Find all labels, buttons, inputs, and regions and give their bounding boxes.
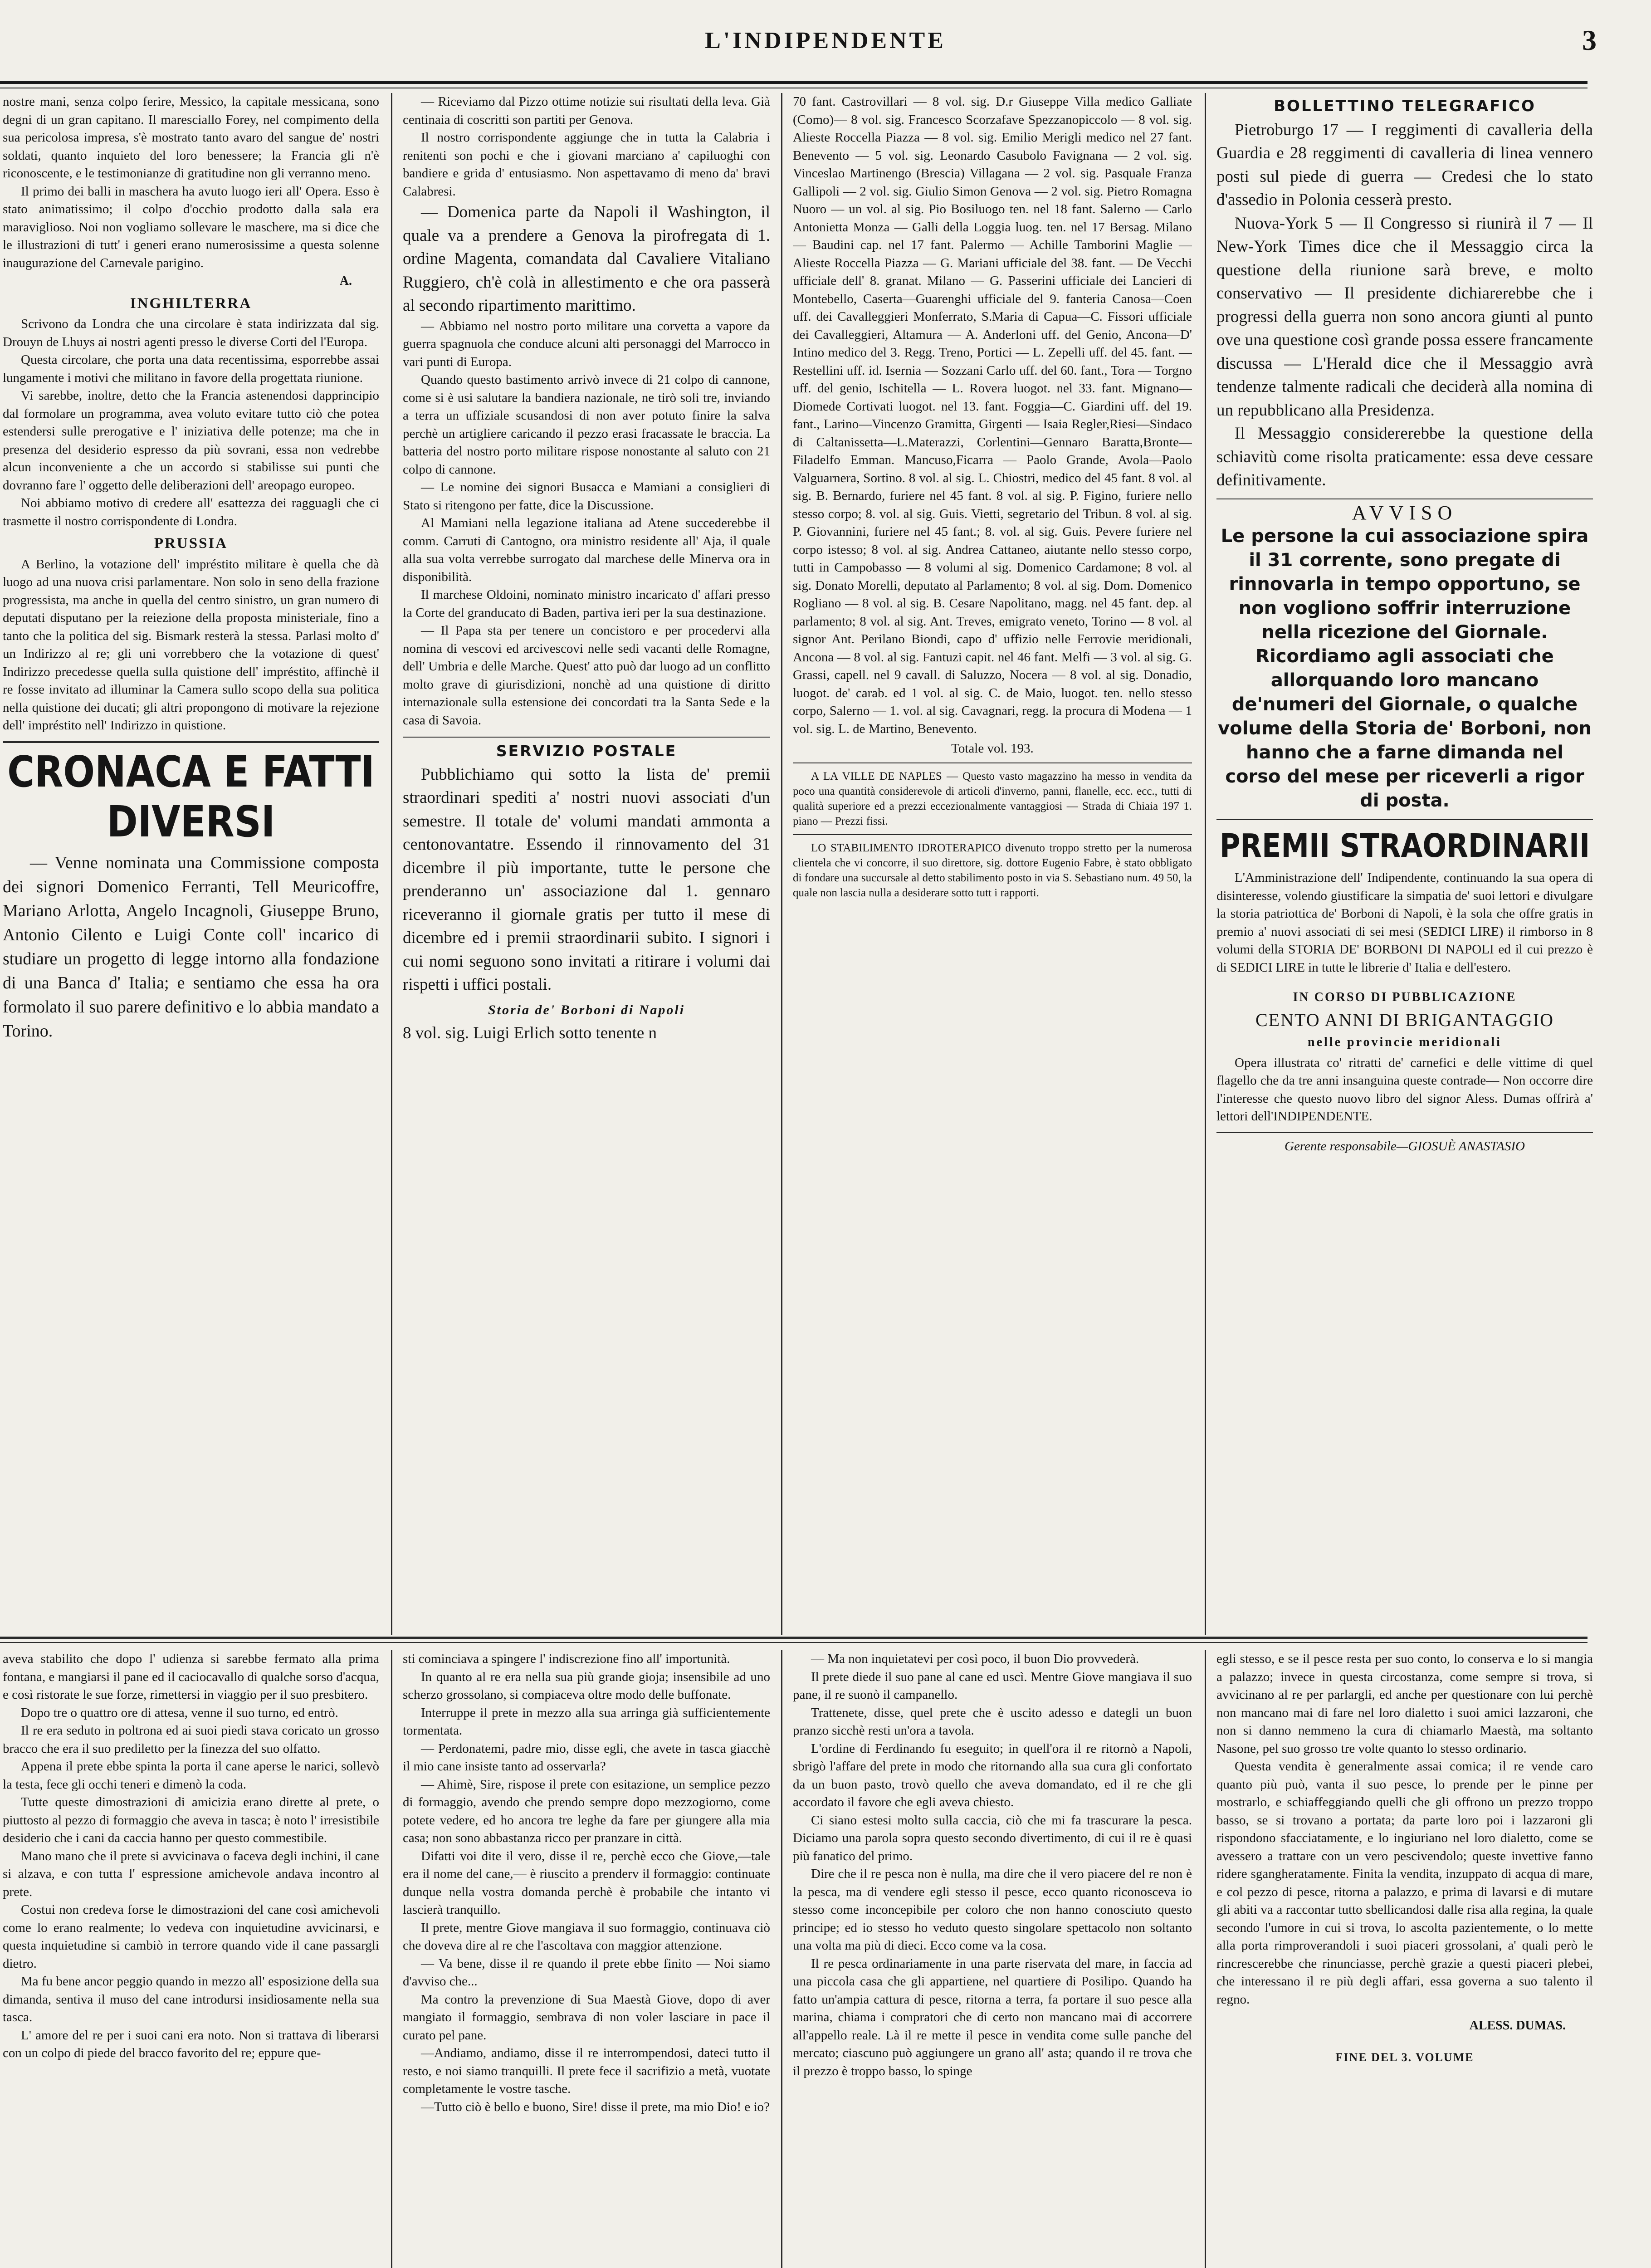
feuilleton-column-4	[1216, 1650, 1593, 2268]
feuilleton-rule-thin	[0, 1642, 1588, 1643]
article-paragraph: Il marchese Oldoini, nominato ministro incaricato d' affari presso la Corte del granducato di Baden, partiva ieri per la sua destinazione.	[403, 587, 770, 620]
story-paragraph: Appena il prete ebbe spinta la porta il cane aperse le narici, sollevò la testa, fece gli occhi teneri e dimenò la coda.	[3, 1759, 379, 1792]
story-paragraph: Il re era seduto in poltrona ed ai suoi piedi stava coricato un grosso bracco che era il suo prediletto per la finezza del suo olfatto.	[3, 1723, 379, 1756]
feuilleton-column-2	[403, 1650, 770, 2268]
article-paragraph: Il nostro corrispondente aggiunge che in tutta la Calabria i renitenti son pochi e che i giovani marciano a' capiluoghi con bandiere e grida d' entusiasmo. Non aspettavamo di meno da' bravi Calabresi.	[403, 130, 770, 199]
article-paragraph: Quando questo bastimento arrivò invece di 21 colpo di cannone, come si è usi salutare la bandiera nazionale, ne tirò soli tre, inviando a terra un uffiziale scusandosi di non aver potuto finire la salva perchè un artigliere caricando il pezzo erasi fracassate le braccia. La batteria del nostro porto militare rispose nonostante al saluto con 21 colpo di cannone.	[403, 372, 770, 477]
masthead	[0, 22, 1651, 58]
article-paragraph: — Le nomine dei signori Busacca e Mamiani a consiglieri di Stato si ritengono per fatte, dice la Discussione.	[403, 480, 770, 513]
article-paragraph: L'Amministrazione dell' Indipendente, continuando la sua opera di disinteresse, volendo giustificare la simpatia de' suoi lettori e divulgare la storia patriottica de' Borboni di Napoli, è la sola che offre gratis in premio a' nuovi associati di sei mesi (SEDICI LIRE) il rimborso in 8 volumi della STORIA DE' BORBONI DI NAPOLI ed il cui prezzo è di SEDICI LIRE in tutte le librerie d' Italia e dell'estero.	[1216, 870, 1593, 975]
cronaca-body	[3, 851, 379, 1043]
story-paragraph: — Ahimè, Sire, rispose il prete con esitazione, un semplice pezzo di formaggio, avendo che prendo sempre dopo mezzogiorno, come potete vedere, ed ho ancora tre leghe da fare per giungere alla mia casa; non sono abbastanza ricco per pranzare in città.	[403, 1777, 770, 1845]
section-heading-bollettino: BOLLETTINO TELEGRAFICO	[1274, 97, 1536, 115]
story-paragraph: In quanto al re era nella sua più grande gioja; insensibile ad uno scherzo grossolano, si compiaceva oltre modo delle buffonate.	[403, 1669, 770, 1702]
column-rule	[391, 1650, 392, 2268]
advertisement-idroterapico: LO STABILIMENTO IDROTERAPICO divenuto troppo stretto per la numerosa clientela che vi concorre, il suo direttore, sig. dottore Eugenio Fabre, è stato obbligato di fondare una succursale al detto stabilimento posto in via S. Sebastiano num. 49 50, la quale non lascia nulla a desiderare sotto tutt i rapporti.	[793, 841, 1192, 899]
story-paragraph: aveva stabilito che dopo l' udienza si sarebbe fermato alla prima fontana, e mangiarsi il pane ed il caciocavallo di qualche sorso d'acqua, e così ristorate le sue forze, rimettersi in viaggio per il suo presbitero.	[3, 1652, 379, 1702]
article-signature: A.	[339, 274, 352, 288]
story-paragraph: sti cominciava a spingere l' indiscrezione fino all' importunità.	[403, 1652, 730, 1666]
story-paragraph: — Ma non inquietatevi per così poco, il buon Dio provvederà.	[811, 1652, 1139, 1666]
story-paragraph: Interruppe il prete in mezzo alla sua arringa già sufficientemente tormentata.	[403, 1705, 770, 1738]
story-paragraph: Ma fu bene ancor peggio quando in mezzo all' esposizione della sua dimanda, sentiva il muso del cane introdursi insidiosamente nella sua tasca.	[3, 1974, 379, 2024]
article-paragraph: nostre mani, senza colpo ferire, Messico, la capitale messicana, sono degni di un gran capitano. Il maresciallo Forey, nel compimento della sua pericolosa impresa, s'è mostrato tanto avaro del sangue de' nostri soldati, quanto inquieto del loro benessere; la Francia gli n'è riconoscente, e le testimonianze di gratitudine non gli verranno meno.	[3, 94, 379, 181]
telegram-item: Nuova-York 5 — Il Congresso si riunirà il 7 — Il New-York Times dice che il Messaggio circa la questione della riunione sarà breve, e molto conservativo — Il presidente dichiarerebbe che i progressi della guerra non sono ancora giunti al punto ove una questione così grande possa essere francamente discussa — L'Herald dice che il Messaggio avrà tendenze talmente radicali che deciderà alla nomina di un repubblicano alla Presidenza.	[1216, 214, 1593, 420]
story-paragraph: Questa vendita è generalmente assai comica; il re vende caro quanto più può, vanta il suo pesce, lo prende per le pinne per mostrarlo, e schiaffeggiando quelli che gli offrono un prezzo troppo basso, se si trovano a portata; da parte loro poi i lazzaroni gli rispondono sfacciatamente, e lo ingiuriano nel loro dialetto, come se avessero a trattare con un vero pescivendolo; queste invettive fanno ridere sgangheratamente. Finita la vendita, inzuppato di acqua di mare, e col pezzo di pesce, ritorna a palazzo, e prima di lavarsi e di mutare gli abiti va a raccontar tutto sbellicandosi dalle risa alla regina, la quale secondo l'umore in cui si trova, lo ascolta pazientemente, o lo mette alla porta rimproverandoli i suoi piaceri grossolani, a' quali però le rincrescerebbe che rinunciasse, perchè grazie a questi piaceri plebei, che interessano il re più degli affari, essa governa a suo talento il regno.	[1216, 1759, 1593, 2007]
feuilleton-rule	[0, 1637, 1588, 1639]
article-paragraph: A Berlino, la votazione dell' impréstito militare è quella che dà luogo ad una nuova crisi parlamentare. Non solo in seno della frazione progressista, ma anche in quella del centro sinistro, un gran numero di deputati disputano per la reiezione della proposta ministeriale, fino a tanto che la politica del sig. Bismark resterà la stessa. Parlasi molto d' un Indirizzo al re; gli uni vorrebbero che la votazione di quest' Indirizzo precedesse quella sulla quistione dell' impréstito, affinchè il re fosse invitato ad illuminar la Camera sullo scopo della sua politica nella quistione dei ducati; gli altri propongono di motivare la rejezione dell' impréstito nell' Indirizzo in quistione.	[3, 557, 379, 733]
section-heading-prussia: PRUSSIA	[154, 535, 228, 552]
section-divider	[403, 737, 770, 738]
story-paragraph: L'ordine di Ferdinando fu eseguito; in quell'ora il re ritornò a Napoli, sbrigò l'affare del prete in modo che ritornando alla sua cura gli confortato da un buon pasto, trovò quello che aveva domandato, ed il re che gli accordato il favore che egli aveva chiesto.	[793, 1741, 1192, 1809]
section-heading-inghilterra: INGHILTERRA	[130, 295, 252, 312]
story-paragraph: Difatti voi dite il vero, disse il re, perchè ecco che Giove,—tale era il nome del cane,— è riuscito a prenderv il formaggio: continuate dunque nella vostra domanda perchè è probabile che intanto vi lascierà tranquillo.	[403, 1848, 770, 1917]
column-4	[1216, 93, 1593, 1635]
story-paragraph: —Andiamo, andiamo, disse il re interrompendosi, dateci tutto il resto, e noi siamo tranquilli. Il prete fece il sacrifizio a metà, vuotate completamente le vostre tasche.	[403, 2046, 770, 2096]
newspaper-title: L'INDIPENDENTE	[705, 28, 946, 54]
story-paragraph: L' amore del re per i suoi cani era noto. Non si trattava di liberarsi con un colpo di piede del bracco favorito del re; eppure que-	[3, 2028, 379, 2060]
column-1	[3, 93, 379, 1635]
header-rule	[0, 81, 1588, 84]
story-paragraph: Costui non credeva forse le dimostrazioni del cane così amichevoli come lo erano realmente; lo vedeva con inquietudine avvicinarsi, e questa inquietudine si cambiò in terrore quando vide il cane passargli dietro.	[3, 1902, 379, 1971]
section-divider	[1216, 1132, 1593, 1133]
article-paragraph: — Abbiamo nel nostro porto militare una corvetta a vapore da guerra spagnuola che conduce alcuni alti personaggi del Marrocco in vari punti di Europa.	[403, 318, 770, 369]
premii-heading: PREMII STRAORDINARII	[1219, 826, 1590, 865]
author-signature: ALESS. DUMAS.	[1469, 2019, 1566, 2033]
column-rule	[781, 1650, 782, 2268]
article-paragraph: Noi abbiamo motivo di credere all' esattezza dei ragguagli che ci trasmette il nostro corrispondente di Londra.	[3, 496, 379, 528]
story-paragraph: Il re pesca ordinariamente in una parte riservata del mare, in faccia ad una piccola casa che gli appartiene, nel quartiere di Posilipo. Quando ha fatto un'ampia cattura di pesce, ritorna a terra, fa portare il suo pesce alla marina, chiama i compratori che di certo non mancano mai di accorrere all'appello reale. Là il re mette il pesce in vendita come sulle panche del mercato; ciascuno può aggiungere un grano all' asta; quando il re trova che il prezzo è troppo basso, lo spinge	[793, 1956, 1192, 2078]
story-paragraph: egli stesso, e se il pesce resta per suo conto, lo conserva e lo si mangia a palazzo; invece in questa circostanza, come sempre si trova, si avvicinano al re per parlargli, ed anche per questionare con lui perchè non mancano mai di fare nel loro dialetto i suoi amici lazzaroni, che non si danno nemmeno la cura di chiamarlo Maestà, ma soltanto Nasone, pel suo grosso tre volte quanto lo stesso ordinario.	[1216, 1652, 1593, 1756]
article-paragraph: Pubblichiamo qui sotto la lista de' premii straordinari spediti a' nostri nuovi associati d'un semestre. Il totale de' volumi mandati ammonta a centonovantatre. Essendo il rinnovamento del 31 dicembre il più importante, tutte le persone che prenderanno un' associazione dal 1. gennaro riceveranno il giornale gratis per tutto il mese di dicembre ed i premii straordinarii subito. I signori i cui nomi seguono sono invitati a ritirare i volumi dai rispetti i uffici postali.	[403, 765, 770, 994]
story-paragraph: Dire che il re pesca non è nulla, ma dire che il vero piacere del re non è la pesca, ma di vendere egli stesso il pesce, ecco quanto riconosceva io stesso come inconcepibile per coloro che non hanno conosciuto questo principe; ed io stesso ho veduto questo singolare spettacolo non soltanto una volta ma più di dieci. Ecco come va la cosa.	[793, 1867, 1192, 1953]
article-paragraph: Vi sarebbe, inoltre, detto che la Francia astenendosi dapprincipio dal formolare un programma, avea voluto evitare tutto ciò che potea estendersi sulle prerogative e l' iniziativa delle potenze; ma che in presenza del desiderio espresso da più sovrani, essa non vedrebbe alcun inconveniente a che un accordo si stabilisse sui punti che dovranno fare l' oggetto delle deliberazioni dell' areopago europeo.	[3, 388, 379, 493]
article-paragraph: — Riceviamo dal Pizzo ottime notizie sui risultati della leva. Già centinaia di coscritti son partiti per Genova.	[403, 94, 770, 127]
story-paragraph: Ma contro la prevenzione di Sua Maestà Giove, dopo di aver mangiato il formaggio, sembrava di non voler lasciare in pace il curato pel pane.	[403, 1992, 770, 2043]
article-paragraph: — Il Papa sta per tenere un concistoro e per procedervi alla nomina di vescovi ed arcivescovi nelle sedi vacanti delle Romagne, dell' Umbria e delle Marche. Quest' atto può dar luogo ad un conflitto molto grave di giurisdizioni, nonchè ad una quistione di diritto internazionale sulla estensione dei concordati tra la Santa Sede e la casa di Savoia.	[403, 623, 770, 728]
story-paragraph: Tutte queste dimostrazioni di amicizia erano dirette al prete, o piuttosto al pezzo di formaggio che aveva in tasca; è noto l' irresistibile desiderio che i cani da caccia hanno per questo commestibile.	[3, 1795, 379, 1845]
telegram-item: Pietroburgo 17 — I reggimenti di cavalleria della Guardia e 28 reggimenti di cavalleria di linea vennero posti sul piede di guerra — Credesi che lo stato d'assedio in Polonia cesserà presto.	[1216, 120, 1593, 209]
column-2	[403, 93, 770, 1635]
section-divider	[1216, 819, 1593, 820]
section-divider	[3, 741, 379, 743]
feuilleton-column-1	[3, 1650, 379, 2268]
column-rule	[781, 93, 782, 1635]
book-title-cento-anni: CENTO ANNI DI BRIGANTAGGIO	[1255, 1009, 1554, 1030]
section-heading-avviso: AVVISO	[1352, 501, 1458, 524]
prize-total: Totale vol. 193.	[951, 741, 1034, 756]
telegram-item: Il Messaggio considererebbe la questione della schiavitù come risolta praticamente: essa deve cessare definitivamente.	[1216, 424, 1593, 489]
story-paragraph: Mano mano che il prete si avvicinava o faceva degli inchini, il cane si alzava, e con tutta l' espressione amichevole andava incontro al prete.	[3, 1848, 379, 1899]
column-rule	[391, 93, 392, 1635]
feuilleton-column-3	[793, 1650, 1192, 2268]
story-paragraph: — Va bene, disse il re quando il prete ebbe finito — Noi siamo d'avviso che...	[403, 1956, 770, 1989]
story-paragraph: Il prete diede il suo pane al cane ed uscì. Mentre Giove mangiava il suo pane, il re suonò il campanello.	[793, 1669, 1192, 1702]
end-of-volume-note: FINE DEL 3. VOLUME	[1335, 2050, 1474, 2064]
story-paragraph: Dopo tre o quattro ore di attesa, venne il suo turno, ed entrò.	[21, 1705, 338, 1720]
column-rule	[1205, 1650, 1206, 2268]
story-paragraph: —Tutto ciò è bello e buono, Sire! disse il prete, ma mio Dio! e io?	[421, 2099, 770, 2114]
article-paragraph: — Venne nominata una Commissione composta dei signori Domenico Ferranti, Tell Meuricoffre, Mariano Arlotta, Angelo Incagnoli, Giuseppe Bruno, Antonio Cilento e Luigi Conte coll' incarico di studiare un progetto di legge intorno alla fondazione di una Banca d' Italia; e sentiamo che essa ha ora formolato il suo parere definitivo e lo abbia mandato a Torino.	[3, 853, 379, 1041]
gerente-line: Gerente responsabile—GIOSUÈ ANASTASIO	[1285, 1139, 1525, 1154]
page-number: 3	[1582, 24, 1597, 56]
article-paragraph: Questa circolare, che porta una data recentissima, esporrebbe assai lungamente i motivi che militano in favore della progettata riunione.	[3, 352, 379, 385]
cronaca-heading: CRONACA E FATTI DIVERSI	[7, 747, 375, 847]
article-paragraph: Il primo dei balli in maschera ha avuto luogo ieri all' Opera. Esso è stato animatissimo; il colpo d'occhio prodotto dalla sala era maraviglioso. Noi non vogliamo sollevare le maschere, ma si dice che le illustrazioni di tutt' i generi erano numerosissime a questa solenne inaugurazione del Carnevale parigino.	[3, 184, 379, 270]
story-paragraph: — Perdonatemi, padre mio, disse egli, che avete in tasca giacchè il mio cane insiste tanto ad osservarla?	[403, 1741, 770, 1774]
column-3	[793, 93, 1192, 1635]
story-paragraph: Trattenete, disse, quel prete che è uscito adesso e dategli un buon pranzo sicchè resti un'ora a tavola.	[793, 1705, 1192, 1738]
article-paragraph: Al Mamiani nella legazione italiana ad Atene succederebbe il comm. Carruti di Cantogno, ora ministro residente all' Aja, il quale alla sua volta verrebbe surrogato dal marchese delle Minerva ora in disponibilità.	[403, 516, 770, 584]
article-paragraph: 8 vol. sig. Luigi Erlich sotto tenente n	[403, 1024, 657, 1042]
article-paragraph: — Domenica parte da Napoli il Washington, il quale va a prendere a Genova la pirofregata di 1. ordine Magenta, comandata dal Cavaliere Vitaliano Ruggiero, ch'è colà in allestimento e che ora passerà al secondo ripartimento marittimo.	[403, 203, 770, 315]
article-paragraph: Scrivono da Londra che una circolare è stata indirizzata dal sig. Drouyn de Lhuys ai nostri agenti presso le diverse Corti del l'Europa.	[3, 317, 379, 349]
prize-list: 70 fant. Castrovillari — 8 vol. sig. D.r Giuseppe Villa medico Galliate (Como)— 8 vol. sig. Francesco Scorzafave Spezzanopiccolo — 8 vol. sig. Alieste Roccella Piazza — 8 vol. sig. Emilio Merigli medico nel 27 fant. Benevento — 5 vol. sig. Leonardo Casubolo Favignana — 2 vol. sig. Vinceslao Martinengo (Brescia) Villagana — 2 vol. sig. Pasquale Franza Gallipoli — 2 vol. sig. Giulio Simon Genova — 2 vol. sig. Pietro Romagna Nuoro — un vol. al sig. Pio Bosiluogo ten. nel 18 fant. Salerno — Carlo Antonietta Monza — Galli della Loggia luog. ten. nel 17 Bersag. Milano — Baudini cap. nel 17 fant. Palermo — Achille Tamborini Maglie — Alieste Roccella Piazza — G. Mariani ufficiale del 38. fant. — De Vecchi ufficiale dell' 8. granat. Milano — G. Passerini ufficiale dei Lancieri di Montebello, Caserta—Guarenghi ufficiale del 9. fanteria Canosa—Coen uff. dei Cavalleggieri Monferrato, S.Maria di Capua—C. Fissori ufficiale dei Cavalleggieri, Altamura — A. Anderloni uff. del Genio, Ancona—D' Intino medico del 3. Regg. Treno, Portici — L. Zepelli uff. del 45. fant. —Restellini uff. id. Isernia — Sozzani Carlo uff. del 60. fant., Tora — Torgno uff. del genio, Ischitella — L. Rovera luogot. nel 33. fant. Mignano—Diomede Cortivati luogot. nel 13. fant. Foggia—C. Giardini uff. del 19. fant., Larino—Vincenzo Gramitta, Girgenti — Isaia Regler,Riesi—Sindaco di Caltanissetta—L.Materazzi, Corlentini—Gennaro Baratta,Bronte—Filadelfo Emman. Mancuso,Ficarra — Paolo Grande, Avola—Paolo Valguarnera, Sortino. 8 vol. al sig. L. Chiostri, medico del 45 fant. 8 vol. al sig. B. Bernardo, furiere nel 45 fant. 8 vol. al sig. P. Figino, furiere nello stesso corpo; 8. vol. al sig. Guis. Vietti, segretario del Tribun. 8 vol. al sig. P. Giovannini, furiere nel 45 fant.; 8. vol. al sig. Guis. Pevere furiere nel corpo istesso; 8 vol. al sig. Andrea Cattaneo, aiutante nello stesso corpo, tutti in Campobasso — 8 volumi al sig. Domenico Cardamone; 8 vol. al sig. Donato Morelli, deputato al Parlamento; 8 vol. al sig. Dom. Domenico Rogliano — 8 vol. al sig. B. Cesare Napolitano, magg. nel 45 fant. dep. al parlamento; 8 vol. al sig. Ant. Treves, emigrato veneto, Torino — 8 vol. al signor Ant. Perilano Biondi, capo d' uffizio nelle Ferrovie meridionali, Ancona — 8 vol. al sig. Fantuzi capit. nel 46 fant. Melfi — 3 vol. al sig. G. Grassi, capell. nel 9 cavall. di Saluzzo, Nocera — 8 vol. al sig. Donadio, luogot. de' carab. ed 1 vol. al sig. C. de Maio, luogot. ten. nello stesso corpo, Salerno — 1. vol. al sig. Cavagnari, regg. la procura di Modena — 1 vol. sig. L. de Martino, Benevento.	[793, 94, 1192, 736]
section-divider	[793, 834, 1192, 835]
story-paragraph: Il prete, mentre Giove mangiava il suo formaggio, continuava ciò che doveva dire al re che l'ascoltava con maggior attenzione.	[403, 1920, 770, 1953]
section-heading-in-corso: IN CORSO DI PUBBLICAZIONE	[1293, 990, 1517, 1004]
column-rule	[1205, 93, 1206, 1635]
section-heading-servizio-postale: SERVIZIO POSTALE	[496, 742, 677, 760]
section-heading-storia: Storia de' Borboni di Napoli	[488, 1002, 685, 1017]
book-subtitle: nelle provincie meridionali	[1308, 1035, 1502, 1049]
avviso-notice: Le persone la cui associazione spira il 31 corrente, sono pregate di rinnovarla in tempo opportuno, se non vogliono soffrir interruzione nella ricezione del Giornale. Ricordiamo agli associati che allorquando loro mancano de'numeri del Giornale, o qualche volume della Storia de' Borboni, non hanno che a farne dimanda nel corso del mese per riceverli a rigor di posta.	[1218, 526, 1592, 811]
story-paragraph: Ci siano estesi molto sulla caccia, ciò che mi fa trascurare la pesca. Diciamo una parola sopra questo secondo divertimento, di cui il re è quasi più fanatico del primo.	[793, 1813, 1192, 1863]
article-paragraph: Opera illustrata co' ritratti de' carnefici e delle vittime di quel flagello che da tre anni insanguina queste contrade— Non occorre dire l'interesse che questo nuovo libro del signor Aless. Dumas offrirà a' lettori dell'INDIPENDENTE.	[1216, 1055, 1593, 1124]
advertisement-ville-de-naples: A LA VILLE DE NAPLES — Questo vasto magazzino ha messo in vendita da poco una quantità considerevole di articoli d'inverno, panni, flanelle, ecc. ecc., tutti di qualità superiore ed a prezzi eccezionalmente vantaggiosi — Strada di Chiaia 197 1. piano — Prezzi fissi.	[793, 770, 1192, 827]
